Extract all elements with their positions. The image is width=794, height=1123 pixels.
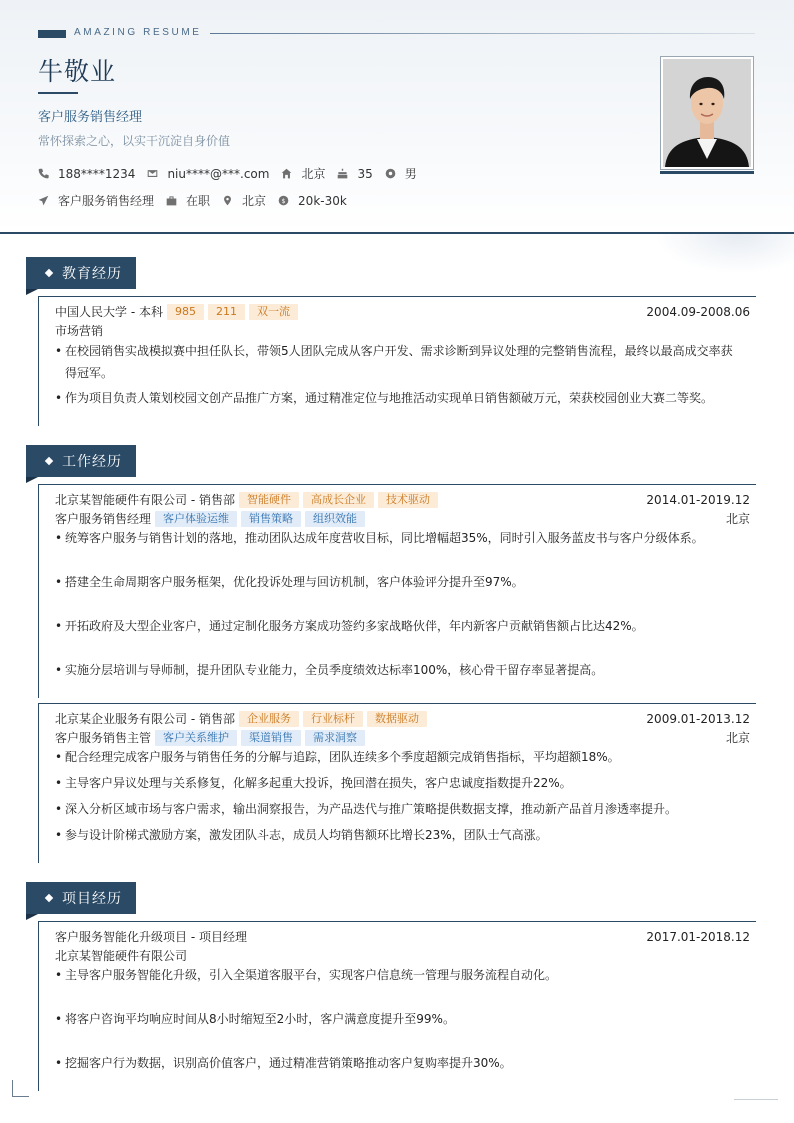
- education-bullet: • 作为项目负责人策划校园文创产品推广方案，通过精准定位与地推活动实现单日销售额破万元，荣获校园创业大赛二等奖。: [55, 387, 744, 409]
- skill-tag: 客户关系维护: [155, 730, 237, 746]
- industry-tag: 行业标杆: [303, 711, 363, 727]
- project-bullet: • 挖掘客户行为数据，识别高价值客户，通过精准营销策略推动客户复购率提升30%。: [55, 1052, 744, 1074]
- info-phone: [38, 167, 135, 181]
- job-bullet: • 搭建全生命周期客户服务框架，优化投诉处理与回访机制，客户体验评分提升至97%。: [55, 571, 744, 593]
- candidate-name: 牛敬业: [38, 57, 117, 86]
- project-name: 客户服务智能化升级项目 - 项目经理: [55, 930, 247, 944]
- footer-corner-mark: [12, 1080, 29, 1097]
- motto: 常怀探索之心，以实干沉淀自身价值: [38, 134, 231, 148]
- info-intent-title: [38, 192, 154, 209]
- skill-tag: 销售策略: [241, 511, 301, 527]
- education-header-row: [55, 303, 750, 320]
- job-bullet: • 参与设计阶梯式激励方案，激发团队斗志，成员人均销售额环比增长23%，团队士气高涨。: [55, 824, 744, 846]
- school-tag: 双一流: [249, 304, 298, 320]
- school-tag: 211: [208, 304, 245, 320]
- salary-icon: [278, 195, 289, 206]
- job-position: 客户服务销售经理: [55, 512, 152, 526]
- industry-tag: 智能硬件: [239, 492, 299, 508]
- section-title-work: [26, 445, 136, 477]
- project-company-row: [55, 947, 750, 964]
- brand-text: AMAZING RESUME: [74, 27, 202, 38]
- job-intent-row: [38, 192, 359, 209]
- school-name: 中国人民大学 - 本科: [55, 305, 163, 319]
- name-underline: [38, 92, 78, 94]
- skill-tag: 客户体验运维: [155, 511, 237, 527]
- skill-tag: 渠道销售: [241, 730, 301, 746]
- job-bullet: • 配合经理完成客户服务与销售任务的分解与追踪，团队连续多个季度超额完成销售指标，平均超额18%。: [55, 746, 744, 768]
- industry-tag: 数据驱动: [367, 711, 427, 727]
- project-block: [38, 921, 756, 1091]
- skill-tag: 需求洞察: [305, 730, 365, 746]
- salary-text: 20k-30k: [298, 193, 347, 208]
- section-title-text: 工作经历: [62, 454, 122, 470]
- project-bullet: • 将客户咨询平均响应时间从8小时缩短至2小时，客户满意度提升至99%。: [55, 1008, 744, 1030]
- education-bullet: • 在校园销售实战模拟赛中担任队长，带领5人团队完成从客户开发、需求诊断到异议处理的完整销售流程，最终以最高成交率获得冠军。: [55, 340, 744, 384]
- info-email: [147, 167, 269, 181]
- info-status: [166, 192, 210, 209]
- project-date: 2017.01-2018.12: [646, 929, 750, 944]
- info-age: [337, 167, 372, 181]
- footer-line-mark: [734, 1099, 778, 1100]
- briefcase-icon: [166, 195, 177, 206]
- brand-bar: [38, 30, 66, 38]
- email-text: niu****@***.com: [167, 166, 270, 181]
- resume-header: [0, 0, 794, 234]
- job-header-row: [55, 491, 750, 508]
- section-title-text: 教育经历: [62, 266, 122, 282]
- portrait-image: [663, 59, 751, 167]
- header-shadow: [654, 234, 794, 274]
- job-bullet: • 开拓政府及大型企业客户，通过定制化服务方案成功签约多家战略伙伴，年内新客户贡献销售额占比达42%。: [55, 615, 744, 637]
- job-bullet: • 统筹客户服务与销售计划的落地，推动团队达成年度营收目标，同比增幅超35%，同时引入服务蓝皮书与客户分级体系。: [55, 527, 744, 549]
- cake-icon: [337, 168, 348, 179]
- job-bullet: • 深入分析区域市场与客户需求，输出洞察报告，为产品迭代与推广策略提供数据支撑，推动新产品首月渗透率提升。: [55, 798, 744, 820]
- intent-title-text: 客户服务销售经理: [58, 194, 155, 208]
- gender-icon: [385, 168, 396, 179]
- info-gender: [385, 165, 417, 182]
- school-tag: 985: [167, 304, 204, 320]
- work-block-2: [38, 703, 756, 863]
- diamond-icon: [45, 894, 53, 902]
- gender-text: 男: [404, 167, 417, 181]
- job-bullet: • 主导客户异议处理与关系修复，化解多起重大投诉，挽回潜在损失，客户忠诚度指数提升22%。: [55, 772, 744, 794]
- city-text: 北京: [301, 167, 326, 181]
- profile-photo: [663, 59, 751, 167]
- company-name: 北京某智能硬件有限公司 - 销售部: [55, 493, 235, 507]
- info-intent-city: [222, 192, 266, 209]
- job-bullet: • 实施分层培训与导师制，提升团队专业能力，全员季度绩效达标率100%，核心骨干留存率显著提高。: [55, 659, 744, 681]
- job-city: 北京: [725, 512, 750, 526]
- status-text: 在职: [186, 194, 211, 208]
- section-title-project: [26, 882, 136, 914]
- target-title: 客户服务销售经理: [38, 110, 143, 125]
- info-salary: [278, 194, 347, 208]
- education-date: 2004.09-2008.06: [646, 304, 750, 319]
- job-position: 客户服务销售主管: [55, 731, 152, 745]
- job-city: 北京: [725, 731, 750, 745]
- intent-city-text: 北京: [242, 194, 267, 208]
- diamond-icon: [45, 269, 53, 277]
- contact-row: [38, 165, 429, 182]
- job-header-row: [55, 710, 750, 727]
- phone-text: 188****1234: [58, 166, 136, 181]
- diamond-icon: [45, 457, 53, 465]
- mail-icon: [147, 168, 158, 179]
- section-title-education: [26, 257, 136, 289]
- location-icon: [222, 195, 233, 206]
- home-icon: [281, 168, 292, 179]
- brand-divider: [210, 33, 755, 34]
- industry-tag: 企业服务: [239, 711, 299, 727]
- project-bullet: • 主导客户服务智能化升级，引入全渠道客服平台，实现客户信息统一管理与服务流程自动化。: [55, 964, 744, 986]
- age-text: 35: [357, 166, 373, 181]
- project-company: 北京某智能硬件有限公司: [55, 949, 188, 963]
- project-header-row: [55, 928, 750, 945]
- send-icon: [38, 195, 49, 206]
- info-city: [281, 165, 325, 182]
- section-title-text: 项目经历: [62, 891, 122, 907]
- industry-tag: 高成长企业: [303, 492, 374, 508]
- industry-tag: 技术驱动: [378, 492, 438, 508]
- job-position-row: [55, 729, 750, 746]
- education-block: [38, 296, 756, 426]
- job-position-row: [55, 510, 750, 527]
- skill-tag: 组织效能: [305, 511, 365, 527]
- job-date: 2009.01-2013.12: [646, 711, 750, 726]
- company-name: 北京某企业服务有限公司 - 销售部: [55, 712, 235, 726]
- work-block-1: [38, 484, 756, 698]
- job-date: 2014.01-2019.12: [646, 492, 750, 507]
- education-major-row: [55, 322, 750, 339]
- profile-photo-frame: [660, 56, 754, 170]
- svg-text:$: $: [281, 197, 286, 205]
- phone-icon: [38, 168, 49, 179]
- major: 市场营销: [55, 324, 104, 338]
